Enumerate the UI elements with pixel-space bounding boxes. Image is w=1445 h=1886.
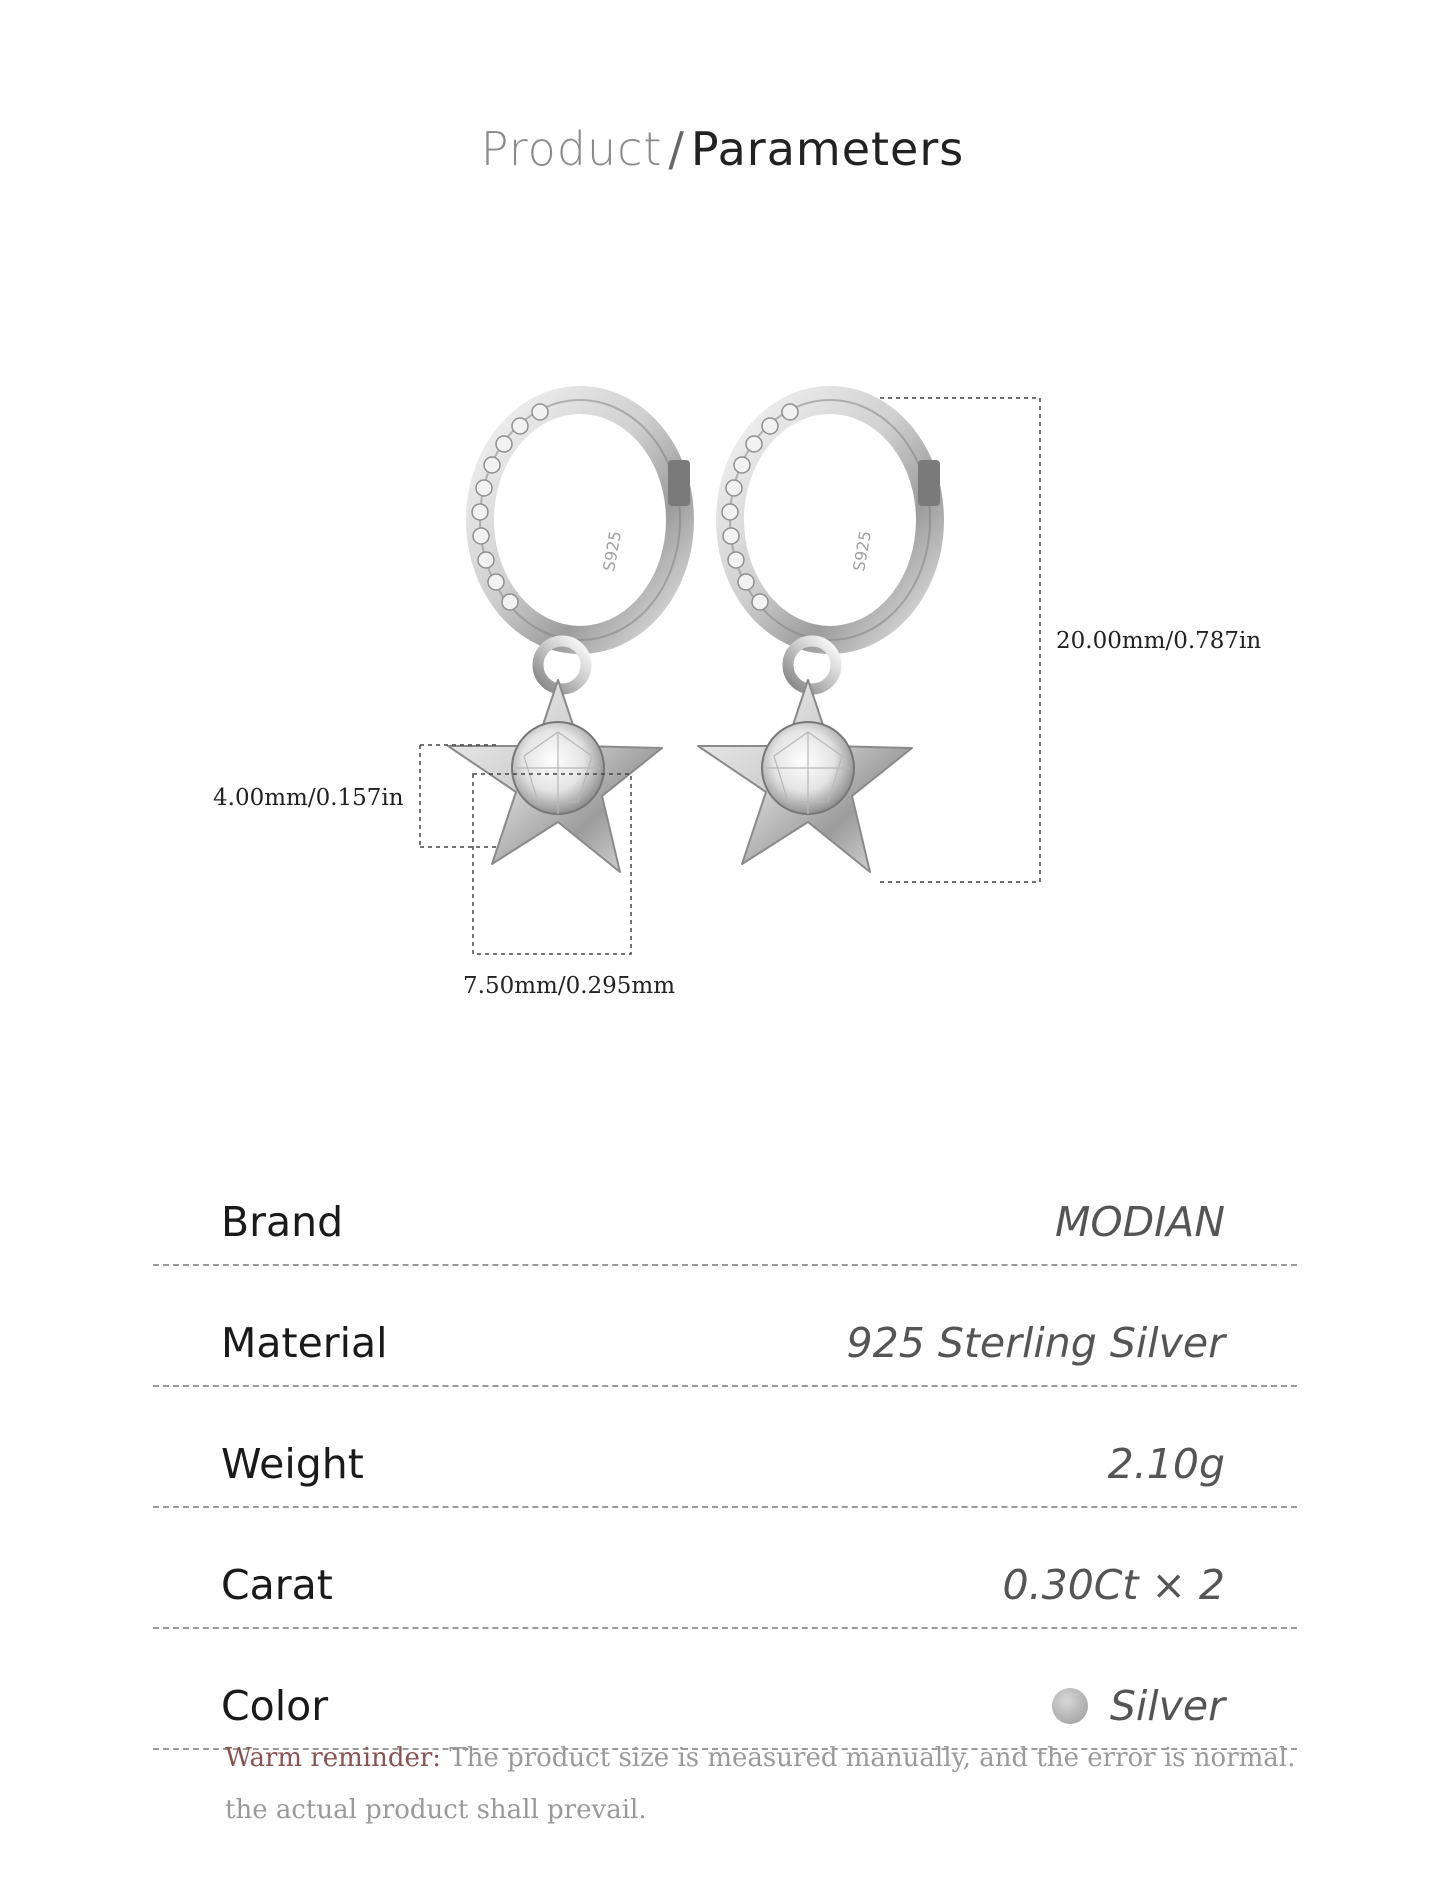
spec-label: Material [221, 1319, 388, 1367]
spec-row-brand [153, 1145, 1297, 1266]
left-earring [448, 400, 690, 872]
spec-value: 2.10g [1107, 1440, 1225, 1488]
spec-value [1052, 1682, 1225, 1730]
spec-label: Brand [221, 1198, 344, 1246]
spec-row-material [153, 1266, 1297, 1387]
spec-row-weight [153, 1387, 1297, 1508]
reminder-line1: The product size is measured manually, and the error is normal. [449, 1743, 1296, 1773]
spec-label: Color [221, 1682, 329, 1730]
reminder-line2: the actual product shall prevail. [225, 1795, 647, 1825]
height-dimension-label: 20.00mm/0.787in [1056, 628, 1262, 654]
earrings-illustration: S925 [0, 0, 1445, 1100]
spec-table [153, 1145, 1297, 1750]
right-earring [698, 400, 940, 872]
pendant-width-label: 7.50mm/0.295mm [463, 973, 676, 999]
title-product: Product [480, 122, 663, 176]
spec-value: 925 Sterling Silver [846, 1319, 1225, 1367]
spec-row-carat [153, 1508, 1297, 1629]
spec-value: 0.30Ct × 2 [1002, 1561, 1225, 1609]
title-separator: / [668, 122, 685, 176]
color-swatch [1052, 1688, 1088, 1724]
spec-label: Weight [221, 1440, 364, 1488]
spec-value: MODIAN [1054, 1198, 1225, 1246]
warm-reminder [225, 1732, 1345, 1836]
color-value: Silver [1109, 1682, 1225, 1730]
height-dimension-lines [880, 398, 1040, 882]
title-parameters: Parameters [690, 122, 965, 176]
spec-label: Carat [221, 1561, 333, 1609]
reminder-heading: Warm reminder: [225, 1743, 442, 1773]
pendant-height-label: 4.00mm/0.157in [213, 785, 404, 811]
